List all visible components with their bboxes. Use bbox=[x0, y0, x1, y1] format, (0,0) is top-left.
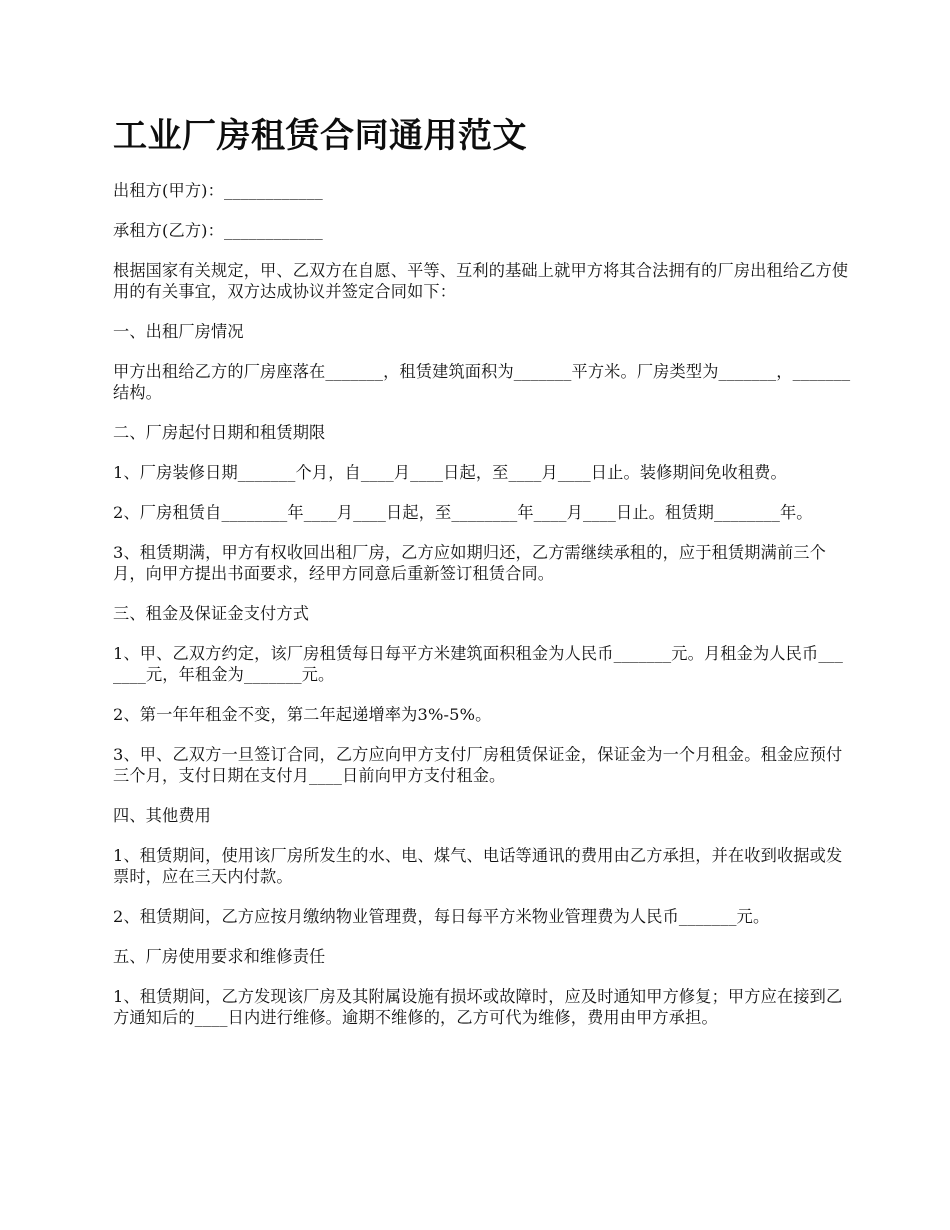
section-heading: 五、厂房使用要求和维修责任 bbox=[113, 947, 326, 966]
clause-paragraph: 甲方出租给乙方的厂房座落在_______，租赁建筑面积为_______平方米。厂房类型为_______，_______结构。 bbox=[113, 362, 851, 402]
clause-paragraph: 3、租赁期满，甲方有权收回出租厂房，乙方应如期归还，乙方需继续承租的，应于租赁期满前三个月，向甲方提出书面要求，经甲方同意后重新签订租赁合同。 bbox=[113, 543, 826, 583]
clause-paragraph: 1、租赁期间，使用该厂房所发生的水、电、煤气、电话等通讯的费用由乙方承担，并在收到收据或发票时，应在三天内付款。 bbox=[113, 846, 843, 886]
section-heading: 二、厂房起付日期和租赁期限 bbox=[113, 423, 326, 442]
clause-paragraph: 1、租赁期间，乙方发现该厂房及其附属设施有损坏或故障时，应及时通知甲方修复；甲方应在接到乙方通知后的____日内进行维修。逾期不维修的，乙方可代为维修，费用由甲方承担。 bbox=[113, 987, 843, 1027]
clause-paragraph: 2、租赁期间，乙方应按月缴纳物业管理费，每日每平方米物业管理费为人民币_______元。 bbox=[113, 907, 770, 926]
clause-paragraph: 1、厂房装修日期_______个月，自____月____日起，至____月____日止。装修期间免收租费。 bbox=[113, 463, 787, 482]
section-heading: 一、出租厂房情况 bbox=[113, 322, 244, 341]
lessee-line: 承租方(乙方)：____________ bbox=[113, 221, 323, 240]
preamble-paragraph: 根据国家有关规定，甲、乙双方在自愿、平等、互利的基础上就甲方将其合法拥有的厂房出租给乙方使用的有关事宜，双方达成协议并签定合同如下： bbox=[113, 261, 849, 301]
document-body bbox=[113, 180, 851, 1047]
clause-paragraph: 2、厂房租赁自________年____月____日起，至________年____月____日止。租赁期________年。 bbox=[113, 503, 813, 522]
document-title: 工业厂房租赁合同通用范文 bbox=[113, 116, 527, 156]
section-heading: 四、其他费用 bbox=[113, 806, 212, 825]
clause-paragraph: 1、甲、乙双方约定，该厂房租赁每日每平方米建筑面积租金为人民币_______元。月租金为人民币_______元，年租金为_______元。 bbox=[113, 644, 844, 684]
clause-paragraph: 3、甲、乙双方一旦签订合同，乙方应向甲方支付厂房租赁保证金，保证金为一个月租金。租金应预付三个月，支付日期在支付月____日前向甲方支付租金。 bbox=[113, 745, 843, 785]
section-heading: 三、租金及保证金支付方式 bbox=[113, 604, 310, 623]
lessor-line: 出租方(甲方)：____________ bbox=[113, 181, 323, 200]
clause-paragraph: 2、第一年年租金不变，第二年起递增率为3%-5%。 bbox=[113, 705, 492, 724]
